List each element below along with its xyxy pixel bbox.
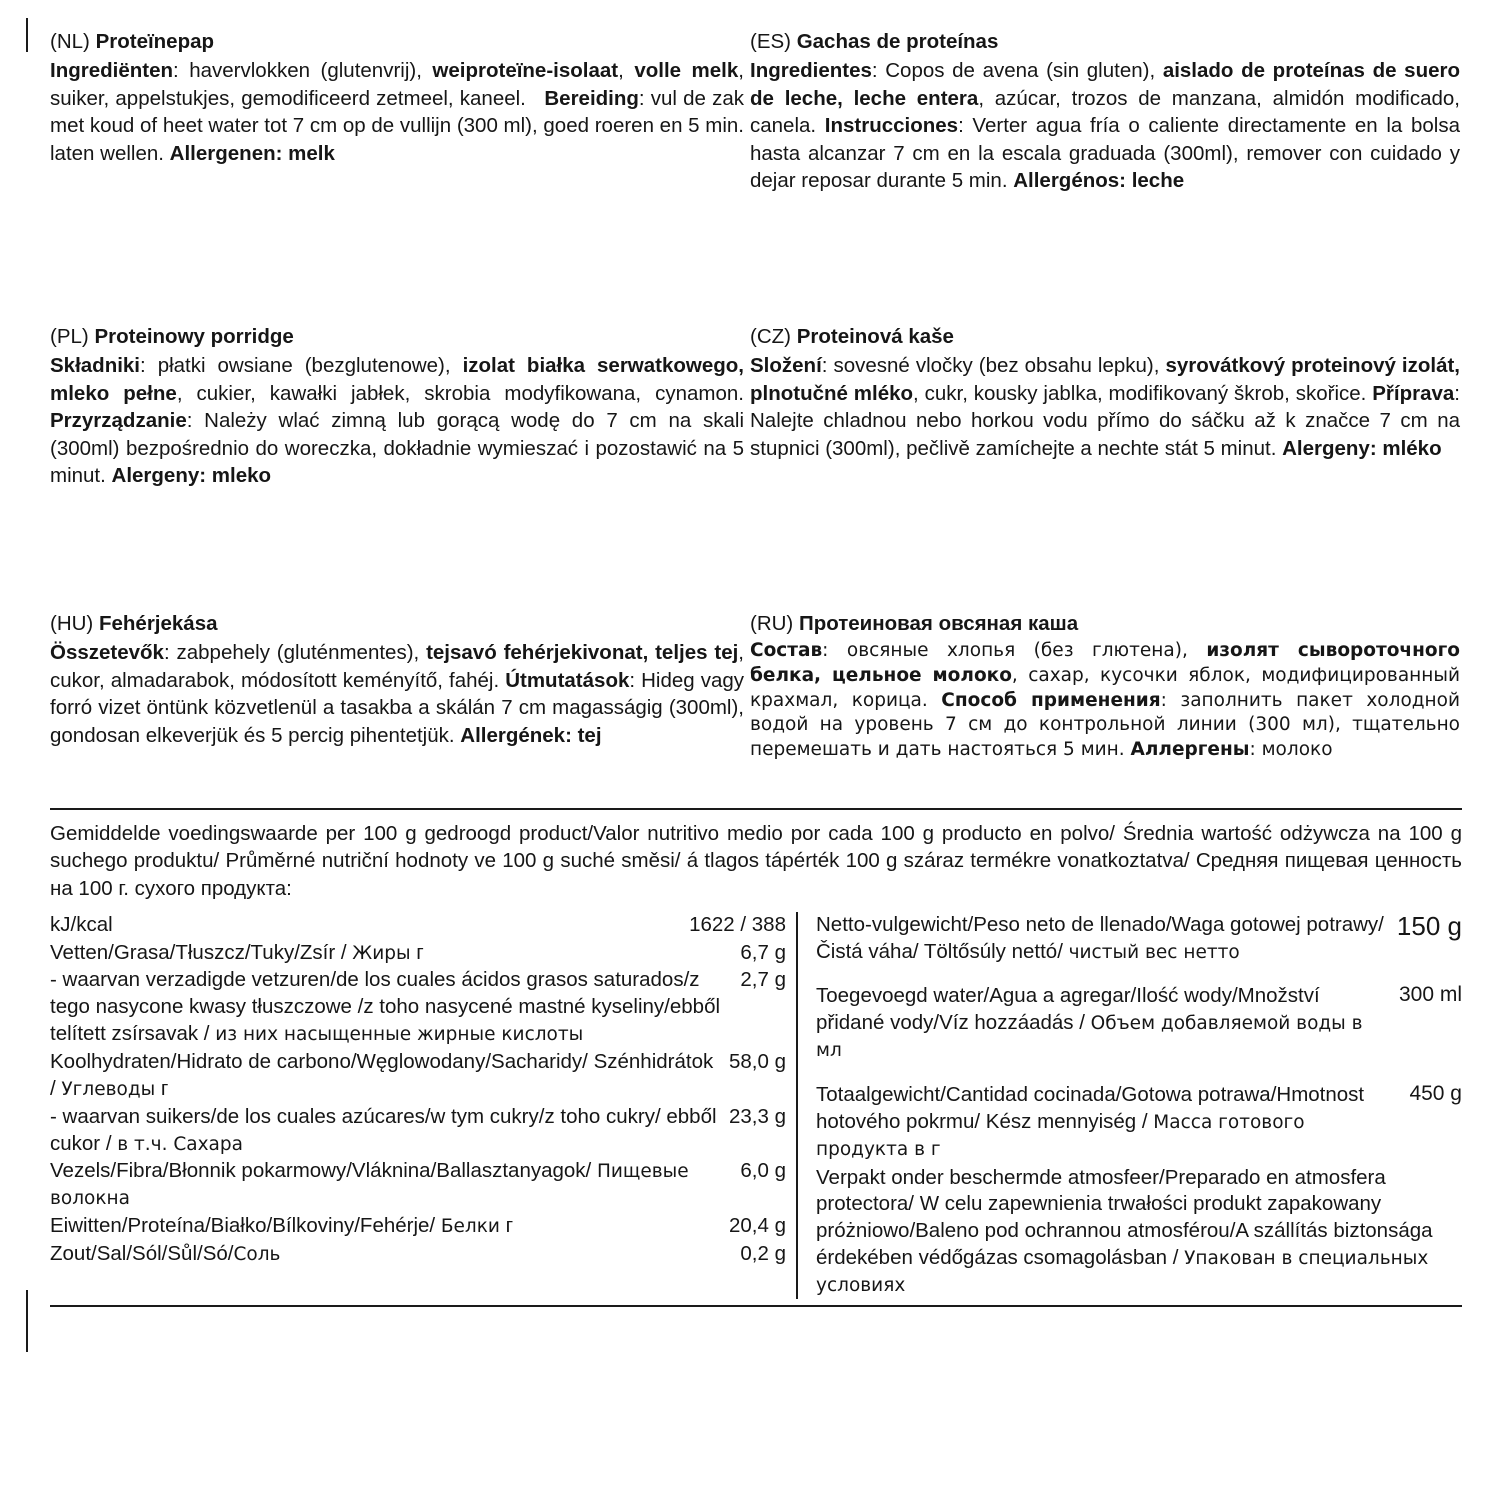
added-water-value: 300 ml: [1398, 983, 1462, 1007]
nutrition-row: [50, 1241, 786, 1268]
nutrition-row: [50, 967, 786, 1048]
language-body-cz: Složení: sovesné vločky (bez obsahu lepku), syrovátkový proteinový izolát, plnotučné mléko, cukr, kousky jablka, modifikovaný škrob, skořice. Příprava: Nalejte chladnou nebo horkou vodu přímo do sáčku až k značce 7 cm na stupnici (300ml), pečlivě zamíchejte a nechte stát 5 minut. Alergeny: mléko: [750, 354, 1460, 460]
added-water-label: Toegevoegd water/Agua a agregar/Ilość wody/Množství přidané vody/Víz hozzáadás / Объем добавляемой воды в мл: [816, 984, 1363, 1062]
nutrition-table: [50, 912, 798, 1299]
language-block-cz: [750, 323, 1460, 490]
nutrition-label: Zout/Sal/Sól/Sůl/Só/Соль: [50, 1241, 281, 1265]
language-title-es: [750, 28, 1460, 55]
nutrition-value: 58,0 g: [729, 1049, 786, 1073]
nutrition-value: 0,2 g: [740, 1241, 786, 1265]
nutrition-value: 2,7 g: [740, 968, 786, 992]
product-name-nl: Proteïnepap: [95, 30, 215, 53]
nutrition-label: - waarvan suikers/de los cuales azúcares/w tym cukry/z toho cukry/ ebből cukor / в т.ч. Сахара: [50, 1104, 717, 1155]
net-weight-value: 150 g: [1396, 910, 1462, 941]
nutrition-row: [50, 1104, 786, 1158]
language-title-hu: [50, 610, 744, 637]
nutrition-row: [50, 1049, 786, 1103]
nutrition-value: 6,7 g: [740, 940, 786, 964]
language-code-nl: (NL): [50, 30, 90, 53]
crop-mark-top: [26, 18, 28, 52]
language-title-ru: [750, 610, 1460, 637]
nutrition-value: 20,4 g: [729, 1214, 786, 1238]
nutrition-top-rule: [50, 808, 1462, 810]
language-row-2: [50, 323, 1460, 490]
language-title-cz: [750, 323, 1460, 350]
language-code-ru: (RU): [750, 611, 794, 635]
language-row-3: [50, 610, 1460, 763]
language-block-pl: [50, 323, 750, 490]
section-spacer-1: [50, 195, 1460, 323]
language-title-pl: [50, 323, 744, 350]
nutrition-columns: [50, 912, 1462, 1299]
total-weight-row: [816, 1082, 1462, 1163]
nutrition-label: Vetten/Grasa/Tłuszcz/Tuky/Zsír / Жиры г: [50, 940, 424, 964]
language-code-hu: (HU): [50, 611, 94, 635]
language-block-hu: [50, 610, 750, 763]
product-name-cz: Proteinová kaše: [796, 324, 954, 348]
nutrition-label: Koolhydraten/Hidrato de carbono/Węglowodany/Sacharidy/ Szénhidrátok / Углеводы г: [50, 1049, 714, 1100]
language-body-ru: Состав: овсяные хлопья (без глютена), изолят сывороточного белка, цельное молоко, сахар, кусочки яблок, модифицированный крахмал, корица. Способ применения: заполнить пакет холодной водой на уровень 7 см до контрольной линии (300 мл), тщательно перемешать и дать настояться 5 мин. Аллергены: молоко: [750, 640, 1460, 761]
nutrition-label: kJ/kcal: [50, 912, 113, 936]
nutrition-panel: [50, 808, 1462, 1307]
language-code-pl: (PL): [50, 324, 89, 348]
total-weight-value: 450 g: [1409, 1081, 1462, 1105]
net-weight-label: Netto-vulgewicht/Peso neto de llenado/Waga gotowej potrawy/Čistá váha/ Töltősúly nettó/ чистый вес нетто: [816, 912, 1384, 963]
language-row-1: [50, 28, 1460, 195]
product-name-es: Gachas de proteínas: [796, 30, 999, 53]
product-name-pl: Proteinowy porridge: [94, 324, 294, 348]
language-sections: [50, 28, 1460, 763]
language-body-es: Ingredientes: Copos de avena (sin gluten), aislado de proteínas de suero de leche, leche entera, azúcar, trozos de manzana, almidón modificado, canela. Instrucciones: Verter agua fría o caliente directamente en la bolsa hasta alcanzar 7 cm en la escala graduada (300ml), remover con cuidado y dejar reposar durante 5 min. Allergénos: leche: [750, 59, 1461, 193]
language-body-nl: Ingrediënten: havervlokken (glutenvrij), weiproteïne-isolaat, volle melk, suiker, appelstukjes, gemodificeerd zetmeel, kaneel. Bereiding: vul de zak met koud of heet water tot 7 cm op de vullijn (300 ml), goed roeren en 5 min. laten wellen. Allergenen: melk: [50, 59, 744, 165]
nutrition-value: 6,0 g: [740, 1159, 786, 1183]
language-block-es: [750, 28, 1460, 195]
nutrition-row: [50, 912, 786, 939]
nutrition-row: [50, 1213, 786, 1240]
package-info: [798, 912, 1462, 1299]
nutrition-label: Vezels/Fibra/Błonnik pokarmowy/Vláknina/Ballasztanyagok/ Пищевые волокна: [50, 1159, 689, 1210]
net-weight-row: [816, 912, 1462, 966]
product-name-hu: Fehérjekása: [98, 611, 218, 635]
section-spacer-2: [50, 490, 1460, 610]
added-water-row: [816, 983, 1462, 1064]
nutrition-value: 23,3 g: [729, 1104, 786, 1128]
nutrition-bottom-rule: [50, 1305, 1462, 1307]
language-title-nl: [50, 28, 744, 55]
language-body-pl: Składniki: płatki owsiane (bezglutenowe), izolat białka serwatkowego, mleko pełne, cukier, kawałki jabłek, skrobia modyfikowana, cynamon. Przyrządzanie: Należy wlać zimną lub gorącą wodę do 7 cm na skali (300ml) bezpośrednio do woreczka, dokładnie wymieszać i pozostawić na 5 minut. Alergeny: mleko: [50, 354, 744, 488]
language-body-hu: Összetevők: zabpehely (gluténmentes), tejsavó fehérjekivonat, teljes tej, cukor, almadarabok, módosított keményítő, fahéj. Útmutatások: Hideg vagy forró vizet öntünk közvetlenül a tasakba a skálán 7 cm magasságig (300ml), gondosan elkeverjük és 5 percig pihentetjük. Allergének: tej: [50, 641, 745, 747]
crop-mark-bottom: [26, 1290, 28, 1352]
nutrition-row: [50, 1158, 786, 1212]
nutrition-intro: Gemiddelde voedingswaarde per 100 g gedroogd product/Valor nutritivo medio por cada 100 g producto en polvo/ Średnia wartość odżywcza na 100 g suchego produktu/ Průměrné nutriční hodnoty ve 100 g suché směsi/ á tlagos tápérték 100 g száraz termékre vonatkoztatva/ Средняя пищевая ценность на 100 г. сухого продукта:: [50, 822, 1462, 900]
language-code-es: (ES): [750, 30, 791, 53]
total-weight-label: Totaalgewicht/Cantidad cocinada/Gotowa potrawa/Hmotnost hotového pokrmu/ Kész mennyiség / Масса готового продукта в г: [816, 1082, 1365, 1160]
language-block-ru: [750, 610, 1460, 763]
language-code-cz: (CZ): [750, 324, 791, 348]
nutrition-label: Eiwitten/Proteína/Białko/Bílkoviny/Fehérje/ Белки г: [50, 1214, 514, 1238]
nutrition-row: [50, 940, 786, 967]
nutrition-value: 1622 / 388: [689, 912, 786, 936]
language-block-nl: [50, 28, 750, 195]
product-name-ru: Протеиновая овсяная каша: [798, 611, 1079, 635]
protective-atmosphere-note: Verpakt onder beschermde atmosfeer/Preparado en atmosfera protectora/ W celu zapewnienia trwałości produkt zapakowany próżniowo/Baleno pod ochrannou atmosférou/A szállítás biztonsága érdekében védőgázas csomagolásban / Упакован в специальных условиях: [816, 1165, 1433, 1296]
nutrition-label: - waarvan verzadigde vetzuren/de los cuales ácidos grasos saturados/z tego nasycone kwasy tłuszczowe /z toho nasycené mastné kyseliny/ebből telített zsírsavak / из них насыщенные жирные кислоты: [50, 968, 721, 1046]
